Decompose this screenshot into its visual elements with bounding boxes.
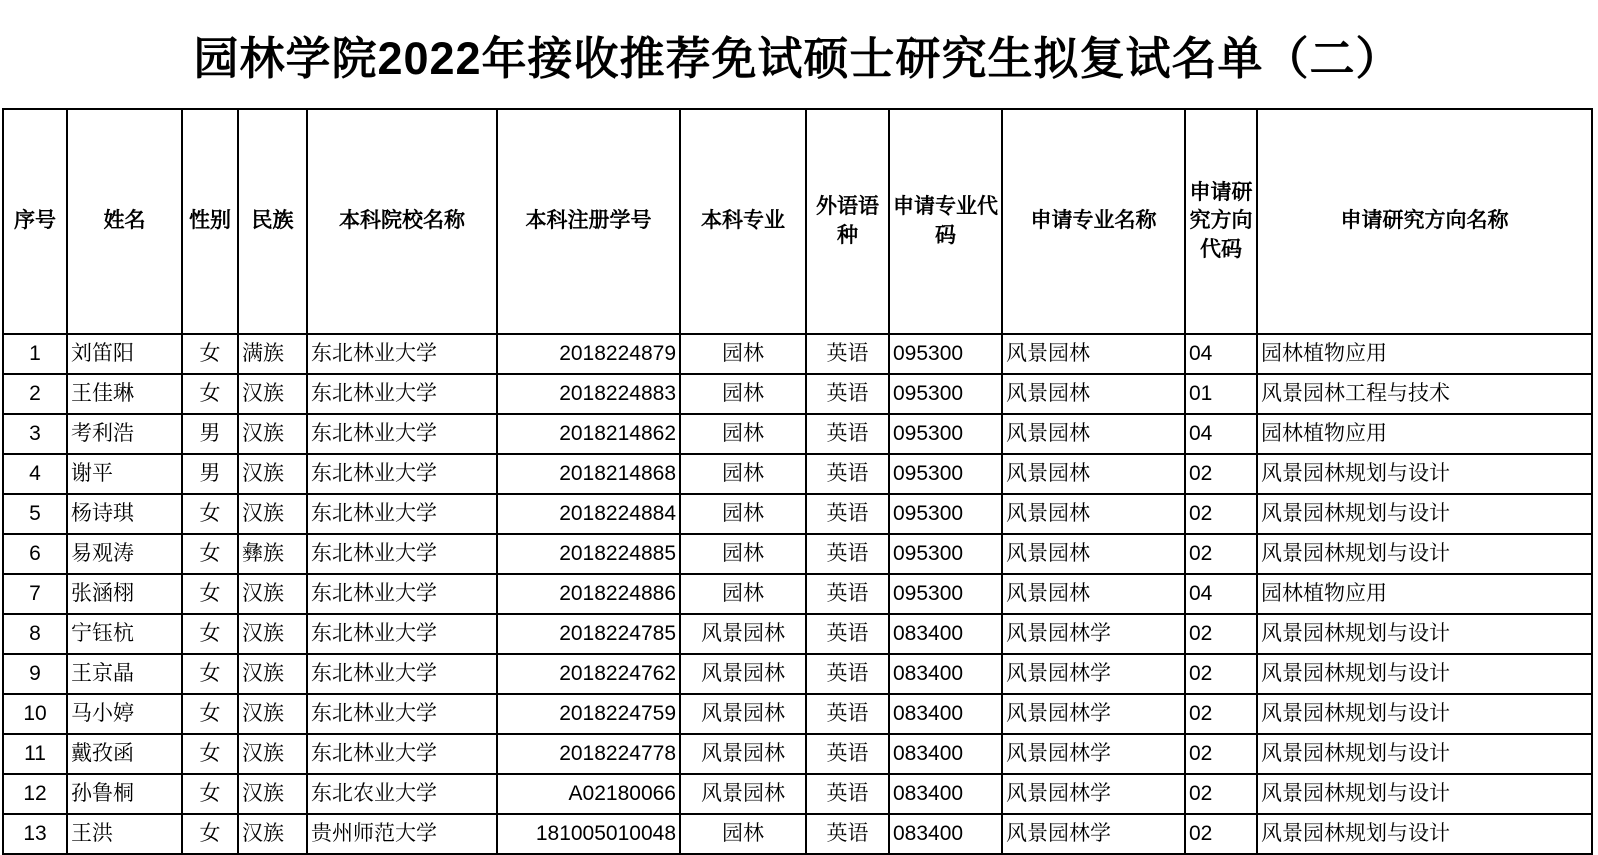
cell-serial: 10 (3, 694, 67, 734)
table-row (3, 814, 1592, 854)
cell-major-code: 083400 (889, 654, 1002, 694)
table-row (3, 534, 1592, 574)
cell-name: 易观涛 (67, 534, 182, 574)
cell-undergrad-school: 东北林业大学 (307, 494, 497, 534)
cell-undergrad-school: 东北林业大学 (307, 574, 497, 614)
cell-foreign-language: 英语 (806, 814, 889, 854)
table-body (3, 334, 1592, 854)
cell-direction-code: 04 (1185, 574, 1257, 614)
cell-major-name: 风景园林 (1002, 454, 1185, 494)
col-header-serial: 序号 (3, 109, 67, 334)
cell-gender: 女 (182, 734, 238, 774)
table-row (3, 334, 1592, 374)
cell-foreign-language: 英语 (806, 574, 889, 614)
cell-undergrad-school: 东北林业大学 (307, 654, 497, 694)
cell-undergrad-id: A02180066 (497, 774, 680, 814)
cell-direction-code: 01 (1185, 374, 1257, 414)
cell-gender: 女 (182, 614, 238, 654)
cell-serial: 4 (3, 454, 67, 494)
cell-foreign-language: 英语 (806, 734, 889, 774)
cell-major-name: 风景园林学 (1002, 774, 1185, 814)
cell-undergrad-school: 东北林业大学 (307, 614, 497, 654)
cell-gender: 女 (182, 654, 238, 694)
cell-foreign-language: 英语 (806, 414, 889, 454)
cell-undergrad-school: 东北林业大学 (307, 334, 497, 374)
table-row (3, 774, 1592, 814)
cell-ethnicity: 汉族 (238, 414, 307, 454)
cell-serial: 13 (3, 814, 67, 854)
cell-direction-name: 园林植物应用 (1257, 574, 1592, 614)
cell-undergrad-id: 2018224885 (497, 534, 680, 574)
cell-major-name: 风景园林 (1002, 414, 1185, 454)
table-header (3, 109, 1592, 334)
cell-major-code: 083400 (889, 694, 1002, 734)
cell-ethnicity: 汉族 (238, 614, 307, 654)
cell-major-name: 风景园林 (1002, 534, 1185, 574)
cell-serial: 3 (3, 414, 67, 454)
cell-foreign-language: 英语 (806, 494, 889, 534)
cell-serial: 1 (3, 334, 67, 374)
table-row (3, 494, 1592, 534)
col-header-undergrad-major: 本科专业 (680, 109, 806, 334)
cell-undergrad-major: 园林 (680, 334, 806, 374)
cell-undergrad-major: 风景园林 (680, 614, 806, 654)
cell-undergrad-id: 181005010048 (497, 814, 680, 854)
cell-major-code: 095300 (889, 334, 1002, 374)
cell-ethnicity: 汉族 (238, 494, 307, 534)
cell-ethnicity: 汉族 (238, 454, 307, 494)
cell-undergrad-major: 风景园林 (680, 694, 806, 734)
cell-major-name: 风景园林学 (1002, 614, 1185, 654)
cell-ethnicity: 汉族 (238, 814, 307, 854)
cell-serial: 8 (3, 614, 67, 654)
cell-name: 杨诗琪 (67, 494, 182, 534)
cell-direction-name: 风景园林规划与设计 (1257, 614, 1592, 654)
cell-undergrad-school: 东北林业大学 (307, 454, 497, 494)
cell-undergrad-major: 风景园林 (680, 734, 806, 774)
cell-serial: 11 (3, 734, 67, 774)
col-header-undergrad-school: 本科院校名称 (307, 109, 497, 334)
table-row (3, 654, 1592, 694)
col-header-direction-code: 申请研究方向代码 (1185, 109, 1257, 334)
cell-major-name: 风景园林 (1002, 494, 1185, 534)
col-header-name: 姓名 (67, 109, 182, 334)
cell-undergrad-id: 2018224762 (497, 654, 680, 694)
cell-name: 王京晶 (67, 654, 182, 694)
cell-major-name: 风景园林 (1002, 334, 1185, 374)
cell-undergrad-school: 贵州师范大学 (307, 814, 497, 854)
cell-undergrad-id: 2018224785 (497, 614, 680, 654)
cell-direction-name: 风景园林工程与技术 (1257, 374, 1592, 414)
cell-undergrad-school: 东北林业大学 (307, 734, 497, 774)
cell-major-code: 095300 (889, 454, 1002, 494)
cell-name: 张涵栩 (67, 574, 182, 614)
cell-foreign-language: 英语 (806, 454, 889, 494)
cell-serial: 2 (3, 374, 67, 414)
cell-serial: 7 (3, 574, 67, 614)
cell-major-code: 083400 (889, 814, 1002, 854)
col-header-major-name: 申请专业名称 (1002, 109, 1185, 334)
cell-ethnicity: 汉族 (238, 694, 307, 734)
cell-undergrad-school: 东北林业大学 (307, 534, 497, 574)
cell-undergrad-major: 园林 (680, 454, 806, 494)
cell-name: 王洪 (67, 814, 182, 854)
cell-ethnicity: 满族 (238, 334, 307, 374)
col-header-gender: 性别 (182, 109, 238, 334)
cell-gender: 男 (182, 414, 238, 454)
cell-name: 戴孜函 (67, 734, 182, 774)
cell-ethnicity: 彝族 (238, 534, 307, 574)
cell-ethnicity: 汉族 (238, 654, 307, 694)
table-row (3, 374, 1592, 414)
cell-direction-code: 04 (1185, 414, 1257, 454)
cell-gender: 女 (182, 494, 238, 534)
cell-undergrad-id: 2018224879 (497, 334, 680, 374)
cell-undergrad-id: 2018224778 (497, 734, 680, 774)
cell-direction-code: 02 (1185, 494, 1257, 534)
cell-direction-name: 风景园林规划与设计 (1257, 494, 1592, 534)
cell-undergrad-major: 园林 (680, 374, 806, 414)
cell-foreign-language: 英语 (806, 654, 889, 694)
cell-gender: 女 (182, 374, 238, 414)
table-row (3, 614, 1592, 654)
cell-undergrad-school: 东北林业大学 (307, 374, 497, 414)
cell-foreign-language: 英语 (806, 334, 889, 374)
cell-direction-name: 风景园林规划与设计 (1257, 534, 1592, 574)
table-row (3, 694, 1592, 734)
col-header-major-code: 申请专业代码 (889, 109, 1002, 334)
cell-direction-name: 风景园林规划与设计 (1257, 814, 1592, 854)
cell-direction-name: 风景园林规划与设计 (1257, 774, 1592, 814)
cell-undergrad-school: 东北林业大学 (307, 694, 497, 734)
cell-serial: 6 (3, 534, 67, 574)
cell-undergrad-id: 2018214862 (497, 414, 680, 454)
cell-ethnicity: 汉族 (238, 374, 307, 414)
cell-foreign-language: 英语 (806, 534, 889, 574)
cell-major-code: 095300 (889, 494, 1002, 534)
cell-gender: 女 (182, 534, 238, 574)
cell-undergrad-major: 风景园林 (680, 774, 806, 814)
cell-undergrad-major: 园林 (680, 534, 806, 574)
cell-undergrad-id: 2018224884 (497, 494, 680, 534)
cell-ethnicity: 汉族 (238, 734, 307, 774)
cell-name: 孙鲁桐 (67, 774, 182, 814)
cell-major-code: 095300 (889, 374, 1002, 414)
cell-serial: 5 (3, 494, 67, 534)
cell-major-name: 风景园林学 (1002, 814, 1185, 854)
cell-direction-name: 园林植物应用 (1257, 334, 1592, 374)
cell-direction-code: 02 (1185, 654, 1257, 694)
cell-undergrad-major: 园林 (680, 494, 806, 534)
table-row (3, 454, 1592, 494)
cell-major-name: 风景园林学 (1002, 694, 1185, 734)
cell-undergrad-id: 2018224759 (497, 694, 680, 734)
cell-direction-name: 风景园林规划与设计 (1257, 734, 1592, 774)
table-row (3, 734, 1592, 774)
cell-gender: 女 (182, 334, 238, 374)
cell-direction-name: 园林植物应用 (1257, 414, 1592, 454)
cell-name: 王佳琳 (67, 374, 182, 414)
cell-undergrad-major: 风景园林 (680, 654, 806, 694)
cell-major-code: 083400 (889, 614, 1002, 654)
cell-foreign-language: 英语 (806, 694, 889, 734)
cell-undergrad-major: 园林 (680, 574, 806, 614)
page-title: 园林学院2022年接收推荐免试硕士研究生拟复试名单（二） (193, 33, 1402, 84)
cell-undergrad-major: 园林 (680, 414, 806, 454)
table-row (3, 414, 1592, 454)
cell-direction-code: 02 (1185, 454, 1257, 494)
cell-direction-code: 02 (1185, 774, 1257, 814)
cell-undergrad-school: 东北农业大学 (307, 774, 497, 814)
cell-gender: 女 (182, 574, 238, 614)
cell-direction-code: 02 (1185, 534, 1257, 574)
col-header-ethnicity: 民族 (238, 109, 307, 334)
cell-gender: 女 (182, 694, 238, 734)
cell-name: 马小婷 (67, 694, 182, 734)
col-header-foreign-language: 外语语种 (806, 109, 889, 334)
cell-major-name: 风景园林学 (1002, 734, 1185, 774)
cell-direction-code: 04 (1185, 334, 1257, 374)
cell-name: 刘笛阳 (67, 334, 182, 374)
cell-direction-name: 风景园林规划与设计 (1257, 694, 1592, 734)
cell-direction-code: 02 (1185, 734, 1257, 774)
table-row (3, 574, 1592, 614)
cell-foreign-language: 英语 (806, 614, 889, 654)
cell-undergrad-school: 东北林业大学 (307, 414, 497, 454)
cell-foreign-language: 英语 (806, 774, 889, 814)
cell-undergrad-id: 2018224883 (497, 374, 680, 414)
cell-major-code: 095300 (889, 534, 1002, 574)
cell-name: 宁钰杭 (67, 614, 182, 654)
cell-gender: 男 (182, 454, 238, 494)
cell-gender: 女 (182, 814, 238, 854)
cell-major-code: 095300 (889, 414, 1002, 454)
cell-direction-code: 02 (1185, 614, 1257, 654)
cell-undergrad-id: 2018214868 (497, 454, 680, 494)
cell-foreign-language: 英语 (806, 374, 889, 414)
cell-serial: 9 (3, 654, 67, 694)
cell-direction-name: 风景园林规划与设计 (1257, 654, 1592, 694)
cell-serial: 12 (3, 774, 67, 814)
cell-ethnicity: 汉族 (238, 574, 307, 614)
cell-undergrad-major: 园林 (680, 814, 806, 854)
header-row (3, 109, 1592, 334)
cell-major-code: 083400 (889, 734, 1002, 774)
cell-ethnicity: 汉族 (238, 774, 307, 814)
cell-major-name: 风景园林 (1002, 574, 1185, 614)
cell-undergrad-id: 2018224886 (497, 574, 680, 614)
cell-major-code: 083400 (889, 774, 1002, 814)
col-header-undergrad-id: 本科注册学号 (497, 109, 680, 334)
cell-major-code: 095300 (889, 574, 1002, 614)
cell-direction-code: 02 (1185, 694, 1257, 734)
cell-name: 考利浩 (67, 414, 182, 454)
cell-direction-name: 风景园林规划与设计 (1257, 454, 1592, 494)
cell-direction-code: 02 (1185, 814, 1257, 854)
cell-major-name: 风景园林 (1002, 374, 1185, 414)
cell-major-name: 风景园林学 (1002, 654, 1185, 694)
roster-table (2, 108, 1593, 855)
cell-name: 谢平 (67, 454, 182, 494)
cell-gender: 女 (182, 774, 238, 814)
col-header-direction-name: 申请研究方向名称 (1257, 109, 1592, 334)
